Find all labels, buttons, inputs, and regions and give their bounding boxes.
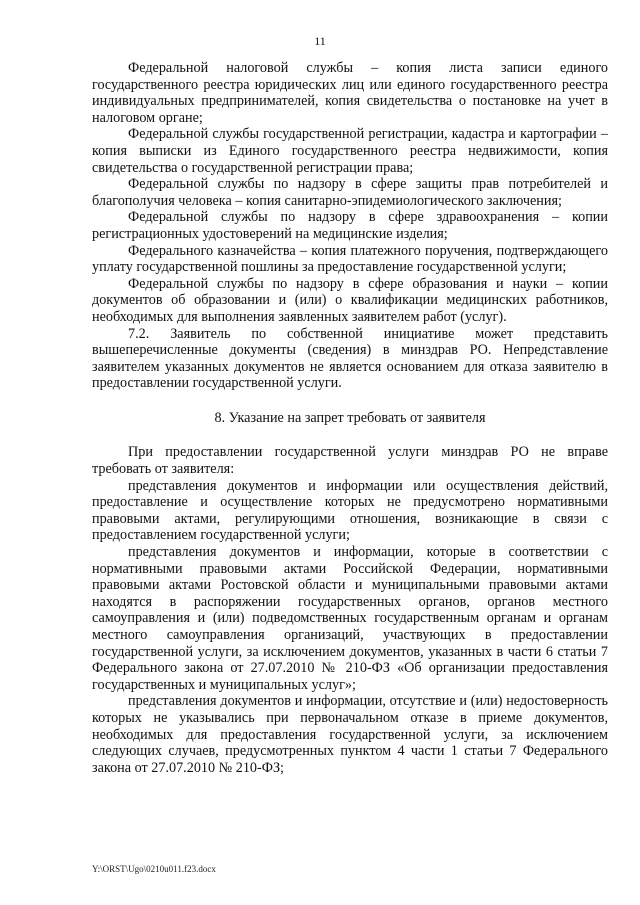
paragraph-prohibition-2: представления документов и информации, которые в соответствии с нормативными правовыми актами Российской Федерации, нормативными правовыми актами Ростовской области и муниципальными правовыми актами находятся в распоряжении государственных органов, органов местного самоуправления и (или) подведомственных государственным органам и органам местного самоуправления организаций, участвующих в предоставлении государственной услуги, за исключением документов, указанных в части 6 статьи 7 Федерального закона от 27.07.2010 № 210-ФЗ «Об организации предоставления государственных и муниципальных услуг»;	[92, 544, 608, 693]
paragraph-kaznacheystvo: Федерального казначейства – копия платежного поручения, подтверждающего уплату государственной пошлины за предоставление государственной услуги;	[92, 242, 608, 276]
paragraph-rosreestr: Федеральной службы государственной регистрации, кадастра и картографии – копия выписки из Единого государственного реестра недвижимости, копия свидетельства о государственной регистрации права;	[92, 126, 608, 176]
paragraph-rospotrebnadzor: Федеральной службы по надзору в сфере защиты прав потребителей и благополучия человека – копия санитарно-эпидемиологического заключения;	[92, 176, 608, 209]
paragraph-prohibition-3: представления документов и информации, отсутствие и (или) недостоверность которых не указывались при первоначальном отказе в приеме документов, необходимых для предоставления государственной услуги, за исключением следующих случаев, предусмотренных пунктом 4 части 1 статьи 7 Федерального закона от 27.07.2010 № 210-ФЗ;	[92, 693, 608, 776]
paragraph-rosobrnadzor: Федеральной службы по надзору в сфере образования и науки – копии документов об образовании и (или) о квалификации медицинских работников, необходимых для выполнения заявленных заявителем работ (услуг).	[92, 275, 608, 325]
footer-file-path: Y:\ORST\Ugo\0210u011.f23.docx	[92, 864, 216, 874]
paragraph-fns: Федеральной налоговой службы – копия листа записи единого государственного реестра юридических лиц или единого государственного реестра индивидуальных предпринимателей, копия свидетельства о постановке на учет в налоговом органе;	[92, 60, 608, 126]
section-heading: 8. Указание на запрет требовать от заявителя	[214, 409, 486, 426]
paragraph-7-2: 7.2. Заявитель по собственной инициативе может представить вышеперечисленные документы (сведения) в минздрав РО. Непредставление заявителем указанных документов не является основанием для отказа заявителю в предоставлении государственной услуги.	[92, 325, 608, 392]
paragraph-prohibition-1: представления документов и информации или осуществления действий, предоставление и осуществление которых не предусмотрено нормативными правовыми актами, регулирующими отношения, возникающие в связи с предоставлением государственной услуги;	[92, 477, 608, 544]
document-body	[92, 60, 608, 776]
page-number: 11	[314, 34, 326, 48]
paragraph-intro: При предоставлении государственной услуги минздрав РО не вправе требовать от заявителя:	[92, 444, 608, 478]
paragraph-roszdravnadzor: Федеральной службы по надзору в сфере здравоохранения – копии регистрационных удостоверений на медицинские изделия;	[92, 209, 608, 242]
